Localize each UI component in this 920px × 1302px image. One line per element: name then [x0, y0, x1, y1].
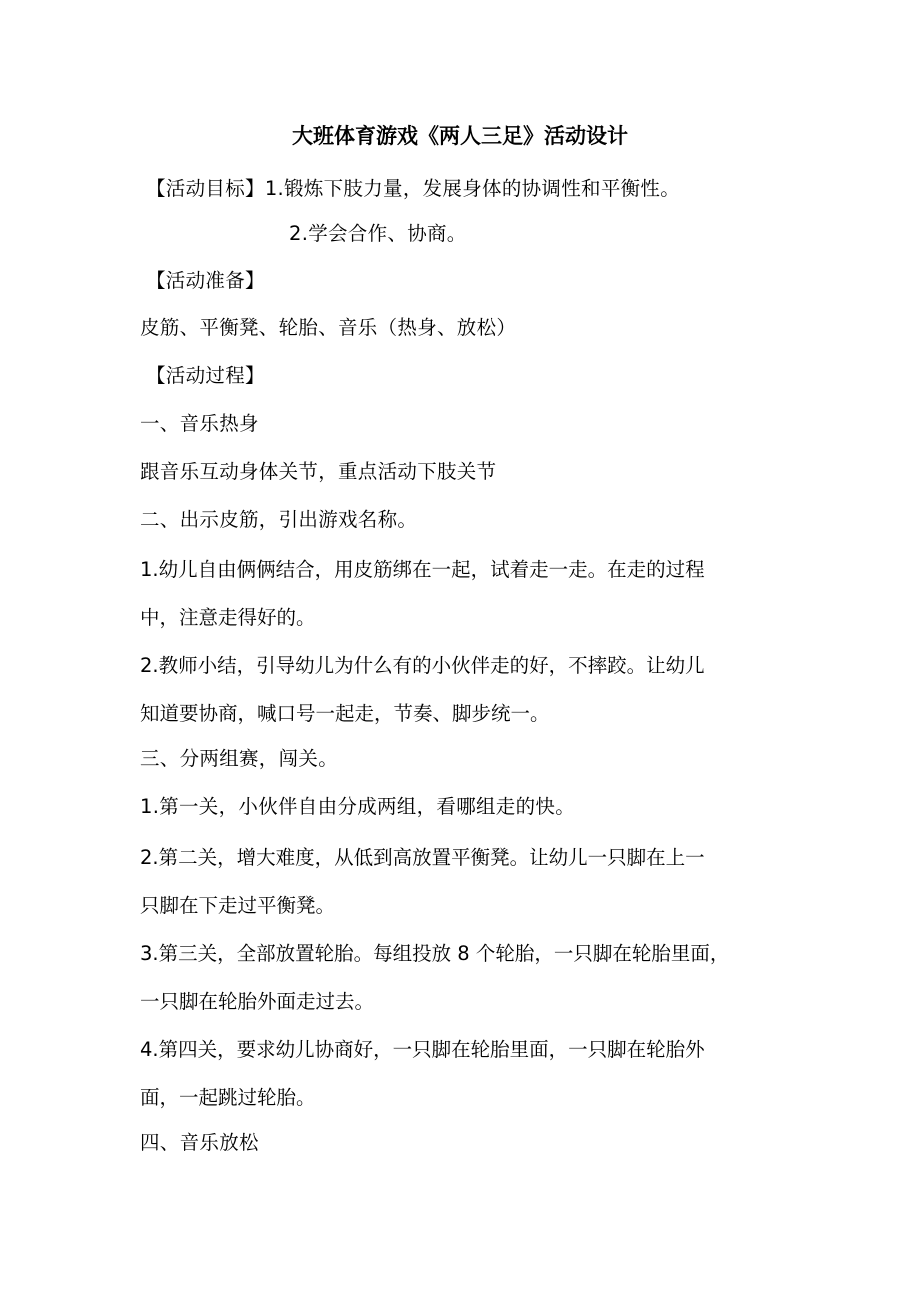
step-3-paragraph-4 — [140, 1026, 800, 1121]
paragraph-line: 2.第二关，增大难度，从低到高放置平衡凳。让幼儿一只脚在上一 — [140, 846, 705, 869]
step-2-paragraph-1 — [140, 546, 800, 641]
paragraph-line: 只脚在下走过平衡凳。 — [140, 893, 336, 917]
process-heading: 【活动过程】 — [146, 364, 265, 387]
paragraph-line: 3.第三关，全部放置轮胎。每组投放 8 个轮胎，一只脚在轮胎里面， — [140, 942, 730, 965]
prep-heading: 【活动准备】 — [146, 269, 265, 292]
paragraph-line: 2.教师小结，引导幼儿为什么有的小伙伴走的好，不摔跤。让幼儿 — [140, 654, 705, 677]
step-2-heading: 二、出示皮筋，引出游戏名称。 — [140, 508, 418, 531]
prep-items: 皮筋、平衡凳、轮胎、音乐（热身、放松） — [140, 316, 517, 339]
paragraph-line: 面，一起跳过轮胎。 — [140, 1085, 316, 1109]
paragraph-line: 一只脚在轮胎外面走过去。 — [140, 989, 375, 1013]
document-title: 大班体育游戏《两人三足》活动设计 — [292, 124, 628, 148]
step-2-paragraph-2 — [140, 642, 800, 737]
step-3-heading: 三、分两组赛，闯关。 — [140, 747, 339, 770]
goals-heading: 【活动目标】 — [146, 177, 265, 200]
step-1-heading: 一、音乐热身 — [140, 412, 259, 435]
step-3-paragraph-3 — [140, 930, 800, 1025]
step-3-paragraph-1: 1.第一关，小伙伴自由分成两组，看哪组走的快。 — [140, 795, 576, 818]
step-4-heading: 四、音乐放松 — [140, 1131, 259, 1154]
paragraph-line: 1.幼儿自由俩俩结合，用皮筋绑在一起，试着走一走。在走的过程 — [140, 558, 705, 581]
goals-line — [146, 171, 680, 207]
step-1-text: 跟音乐互动身体关节，重点活动下肢关节 — [140, 460, 497, 483]
paragraph-line: 4.第四关，要求幼儿协商好，一只脚在轮胎里面，一只脚在轮胎外 — [140, 1038, 705, 1061]
step-3-paragraph-2 — [140, 834, 800, 929]
paragraph-line: 中，注意走得好的。 — [140, 605, 316, 629]
goal-2: 2.学会合作、协商。 — [289, 222, 467, 245]
goal-1: 1.锻炼下肢力量，发展身体的协调性和平衡性。 — [264, 177, 681, 200]
paragraph-line: 知道要协商，喊口号一起走，节奏、脚步统一。 — [140, 701, 550, 725]
